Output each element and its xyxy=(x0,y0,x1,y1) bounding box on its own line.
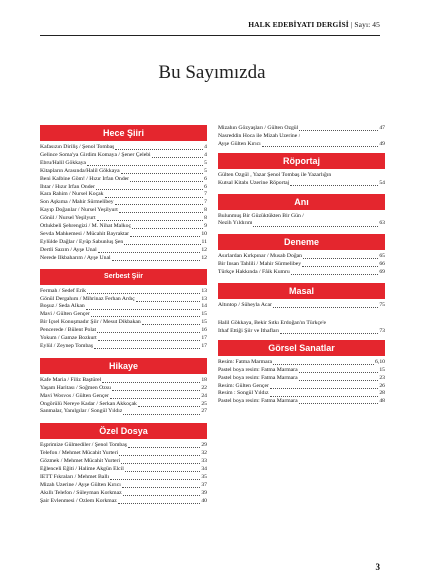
section-banner-an: Anı xyxy=(218,194,385,210)
toc-entry-title: Yokum / Gamze Bozkurt xyxy=(40,335,97,342)
toc-entry-title: Fermah / Sedef Erik xyxy=(40,287,86,294)
toc-entry-page: 6 xyxy=(204,183,207,190)
toc-entry[interactable] xyxy=(40,207,207,215)
dot-leader xyxy=(97,220,204,221)
toc-entry-page: 54 xyxy=(379,179,385,186)
toc-entry[interactable] xyxy=(218,133,385,149)
dot-leader xyxy=(98,252,201,253)
toc-entry-page: 75 xyxy=(379,302,385,309)
toc-entry-title-line: Bulunmuş Bir Güzüktükten Bir Gün / xyxy=(218,212,304,219)
toc-entry-title: Asırlardan Kırkpınar / Musab Doğan xyxy=(218,253,303,260)
dot-leader xyxy=(119,455,200,456)
toc-entry[interactable] xyxy=(218,172,385,188)
toc-entry-page: 49 xyxy=(379,140,385,147)
toc-entry[interactable] xyxy=(40,152,207,160)
toc-entry-page: 32 xyxy=(201,450,207,457)
dot-leader xyxy=(98,340,201,341)
toc-entry-title: Mavi / Gülten Gençer xyxy=(40,311,90,318)
toc-entry[interactable] xyxy=(40,144,207,152)
toc-entry-page: 14 xyxy=(201,303,207,310)
issue-number: Sayı: 45 xyxy=(354,20,380,29)
toc-entry-title: Türkçe Hakkında / Fâik Kumru xyxy=(218,269,290,276)
toc-entry-page: 15 xyxy=(201,311,207,318)
toc-entry[interactable] xyxy=(218,320,385,336)
toc-entry-title: Resim : Songül Yıldız xyxy=(218,390,269,397)
toc-entry-title: Telefon / Mehmet Mücahit Yurteri xyxy=(40,450,119,457)
dot-leader xyxy=(123,414,200,415)
toc-entry-page: 4 xyxy=(204,151,207,158)
toc-entry[interactable] xyxy=(218,383,385,391)
toc-entry-page: 18 xyxy=(201,376,207,383)
dot-leader xyxy=(96,189,203,190)
toc-entry-title: Gönül / Nursel Yeşilyurt xyxy=(40,215,96,222)
toc-left-column xyxy=(40,125,207,506)
toc-entry-title: Pastel boya resim: Fatma Marmara xyxy=(218,398,298,405)
toc-entry[interactable] xyxy=(218,367,385,375)
toc-entry-title-line: Halil Gökkaya, Bekir Sıtkı Erdoğan'ın Türkçe'e xyxy=(218,319,327,326)
toc-entry-page: 25 xyxy=(201,400,207,407)
section-banner-r-portaj: Röportaj xyxy=(218,153,385,169)
dot-leader xyxy=(270,388,378,389)
dot-leader xyxy=(86,309,201,310)
toc-entry[interactable] xyxy=(40,184,207,192)
toc-entry[interactable] xyxy=(40,247,207,255)
toc-entry-page: 12 xyxy=(201,254,207,261)
toc-entry-title: Beni Kalbine Göm! / Hızır İrfan Önder xyxy=(40,175,130,182)
toc-entry-title: Gözmek / Mehmet Mücahit Yurteri xyxy=(40,458,121,465)
dot-leader xyxy=(270,396,379,397)
toc-entry-page: 69 xyxy=(379,269,385,276)
toc-entry[interactable] xyxy=(40,176,207,184)
toc-entry-title: Dertli Sazım / Ayşe Ünal xyxy=(40,246,97,253)
toc-entry[interactable] xyxy=(40,319,207,327)
toc-entry-page: 17 xyxy=(201,335,207,342)
section-banner-hikaye: Hikaye xyxy=(40,358,207,374)
dot-leader xyxy=(138,406,201,407)
section-banner-deneme: Deneme xyxy=(218,234,385,250)
toc-entry-title: Resim: Fatma Marmara xyxy=(218,358,273,365)
toc-entry-page: 5 xyxy=(204,167,207,174)
toc-entry-page: 22 xyxy=(201,384,207,391)
page-number: 3 xyxy=(375,562,380,572)
dot-leader xyxy=(118,503,201,504)
toc-entry-title-line: Nasreddin Hoca ile Mizah Üzerine / xyxy=(218,132,301,139)
toc-entry[interactable] xyxy=(40,343,207,351)
toc-entry[interactable] xyxy=(40,385,207,393)
toc-entry-page: 73 xyxy=(379,327,385,334)
toc-entry[interactable] xyxy=(40,215,207,223)
toc-entry-page: 8 xyxy=(204,207,207,214)
toc-entry-page: 33 xyxy=(201,458,207,465)
toc-entry-page: 39 xyxy=(201,489,207,496)
toc-entry[interactable] xyxy=(218,269,385,277)
toc-entry[interactable] xyxy=(218,398,385,406)
toc-entry-title: Kitapların Arasında/Halil Gökkaya xyxy=(40,167,120,174)
toc-entry[interactable] xyxy=(40,231,207,239)
toc-entry[interactable] xyxy=(40,498,207,506)
toc-entry-title: Eşprimize Gülmediler / Şenol Tombaş xyxy=(40,442,128,449)
dot-leader xyxy=(102,382,200,383)
dot-leader xyxy=(105,197,204,198)
toc-entry-page: 4 xyxy=(204,144,207,150)
toc-entry-title: Ebru/Halil Gökkaya xyxy=(40,159,86,166)
toc-entry-title: Kayıp Doğanlar / Nursel Yeşilyurt xyxy=(40,207,118,214)
dot-leader xyxy=(87,293,200,294)
section-banner-masal: Masal xyxy=(218,283,385,299)
dot-leader xyxy=(125,471,200,472)
toc-entry-page: 15 xyxy=(379,366,385,373)
toc-entry[interactable] xyxy=(40,199,207,207)
toc-entry[interactable] xyxy=(40,223,207,231)
toc-entry[interactable] xyxy=(40,401,207,409)
toc-entry-page: 6,10 xyxy=(375,358,385,365)
toc-entry-title: Mizahın Gözyaşları / Gülten Özgül xyxy=(218,125,299,131)
toc-entry-page: 16 xyxy=(201,327,207,334)
toc-entry-page: 9 xyxy=(204,223,207,230)
toc-entry-page: 5 xyxy=(204,159,207,166)
toc-entry-page: 66 xyxy=(379,261,385,268)
toc-entry-title: Son Aşkıma / Mahir Sürmelibey xyxy=(40,199,114,206)
dot-leader xyxy=(299,380,379,381)
dot-leader xyxy=(130,181,203,182)
toc-entry[interactable] xyxy=(40,458,207,466)
toc-entry-page: 15 xyxy=(201,319,207,326)
toc-entry-title: Akıllı Telefon / Süleyman Korkmaz xyxy=(40,489,122,496)
dot-leader xyxy=(299,403,379,404)
toc-entry-page: 48 xyxy=(379,398,385,405)
toc-entry-page: 24 xyxy=(201,392,207,399)
magazine-header xyxy=(40,20,380,34)
dot-leader xyxy=(290,185,378,186)
toc-entry-title: Pastel boya resim: Fatma Marmara xyxy=(218,374,298,381)
toc-entry-page: 29 xyxy=(201,442,207,449)
dot-leader xyxy=(152,157,204,158)
section-banner-zel-dosya: Özel Dosya xyxy=(40,423,207,439)
toc-entry-title: Gönül Dergahım / Mihrinaz Ferhan Ardıç xyxy=(40,295,135,302)
section-banner-hece-iiri: Hece Şiiri xyxy=(40,125,207,141)
section-banner-serbest-iir: Serbest Şiir xyxy=(40,269,207,285)
toc-entry[interactable] xyxy=(40,450,207,458)
toc-entry[interactable] xyxy=(218,302,385,310)
dot-leader xyxy=(97,332,200,333)
toc-entry[interactable] xyxy=(40,191,207,199)
toc-entry-page: 23 xyxy=(379,374,385,381)
toc-entry-title: Öngörülü Nereye Kadar / Serkan Akkoçak xyxy=(40,400,137,407)
toc-entry-title: Gelince Soma'ya Girdim Komaya / Şener Çelebi xyxy=(40,151,151,158)
toc-entry-page: 13 xyxy=(201,287,207,294)
toc-entry-title: Eylül / Zeynep Tombaş xyxy=(40,342,94,349)
toc-entry-title-line: Ayşe Gülten Kırıcı xyxy=(218,140,261,147)
toc-right-column xyxy=(218,125,385,406)
magazine-name: HALK EDEBİYATI DERGİSİ xyxy=(248,20,349,29)
toc-entry-page: 47 xyxy=(379,125,385,131)
toc-entry-page: 27 xyxy=(201,408,207,415)
dot-leader xyxy=(112,260,201,261)
dot-leader xyxy=(115,149,203,150)
dot-leader xyxy=(136,301,200,302)
toc-entry-page: 7 xyxy=(204,199,207,206)
toc-entry-title: Sevda Mahkemesi / Mücahit Bayraktar xyxy=(40,230,130,237)
toc-entry[interactable] xyxy=(40,255,207,263)
dot-leader xyxy=(110,479,200,480)
toc-entry-page: 37 xyxy=(201,481,207,488)
toc-entry-title: Sanmalar, Yanılgılar / Songül Yıldız xyxy=(40,408,123,415)
dot-leader xyxy=(122,487,200,488)
dot-leader xyxy=(299,372,379,373)
toc-entry-title-line: Nezih Yıldırım xyxy=(218,220,253,227)
toc-entry-page: 10 xyxy=(201,230,207,237)
dot-leader xyxy=(273,307,378,308)
toc-entry[interactable] xyxy=(40,393,207,401)
toc-entry-title: Kafe Maria / Filiz Baştürel xyxy=(40,376,102,383)
toc-entry-title: Yaşam Haritası / Soğmen Özsu xyxy=(40,384,111,391)
toc-entry[interactable] xyxy=(40,288,207,296)
dot-leader xyxy=(121,463,200,464)
dot-leader xyxy=(121,173,204,174)
toc-entry[interactable] xyxy=(40,296,207,304)
toc-entry-title: Mavi Wosvos / Gülten Gençer xyxy=(40,392,109,399)
toc-entry[interactable] xyxy=(40,377,207,385)
toc-entry-title: İhtar / Hızır İrfan Önder xyxy=(40,183,95,190)
toc-entry-page: 40 xyxy=(201,497,207,504)
toc-entry-title: Pastel boya resim: Fatma Marmara xyxy=(218,366,298,373)
dot-leader xyxy=(262,146,379,147)
dot-leader xyxy=(299,130,378,131)
toc-entry[interactable] xyxy=(218,359,385,367)
dot-leader xyxy=(112,390,200,391)
toc-entry-page: 8 xyxy=(204,215,207,222)
toc-entry-title: Eğlenceli Eğiti / Halime Akgün Elcil xyxy=(40,466,124,473)
toc-entry-title-line: Kutsal Kitabı Üzerine Röportaj xyxy=(218,179,290,186)
toc-entry[interactable] xyxy=(40,335,207,343)
dot-leader xyxy=(291,274,379,275)
dot-leader xyxy=(253,226,378,227)
header-separator: | xyxy=(350,20,353,29)
toc-entry[interactable] xyxy=(40,327,207,335)
toc-entry[interactable] xyxy=(40,482,207,490)
toc-entry-title: Nerede İlkbaharım / Ayşe Ünal xyxy=(40,254,111,261)
toc-entry-title: Boşuz / Seda Alkan xyxy=(40,303,85,310)
dot-leader xyxy=(110,398,200,399)
dot-leader xyxy=(130,236,200,237)
toc-entry-page: 11 xyxy=(201,238,207,245)
toc-entry[interactable] xyxy=(218,125,385,133)
toc-entry[interactable] xyxy=(218,390,385,398)
toc-entry-page: 17 xyxy=(201,342,207,349)
toc-entry-title: Pencerede / Bülent Polat xyxy=(40,327,97,334)
toc-entry-title: Kara Rahim / Nursel Koçak xyxy=(40,191,104,198)
toc-entry-title: İETT Fıkraları / Mehmet Ballı xyxy=(40,474,110,480)
toc-entry[interactable] xyxy=(40,408,207,416)
toc-entry[interactable] xyxy=(218,213,385,229)
toc-entry-title: Altıntop / Süheyla Acar xyxy=(218,302,272,309)
dot-leader xyxy=(273,364,374,365)
toc-entry-page: 13 xyxy=(201,295,207,302)
dot-leader xyxy=(123,495,201,496)
toc-entry[interactable] xyxy=(40,239,207,247)
dot-leader xyxy=(302,266,378,267)
toc-entry[interactable] xyxy=(40,466,207,474)
toc-entry-page: 35 xyxy=(201,474,207,480)
dot-leader xyxy=(128,447,200,448)
toc-entry[interactable] xyxy=(218,261,385,269)
header-rule xyxy=(40,35,380,36)
dot-leader xyxy=(91,316,201,317)
toc-entry-page: 65 xyxy=(379,253,385,260)
toc-entry-page: 34 xyxy=(201,466,207,473)
toc-entry-page: 26 xyxy=(379,382,385,389)
section-banner-g-rsel-sanatlar: Görsel Sanatlar xyxy=(218,340,385,356)
toc-entry-page: 12 xyxy=(201,246,207,253)
toc-entry[interactable] xyxy=(40,168,207,176)
toc-entry[interactable] xyxy=(40,490,207,498)
dot-leader xyxy=(115,204,204,205)
toc-entry-page: 63 xyxy=(379,220,385,227)
toc-entry-title: Eylülde Dağlar / Eyüp Sabunluş Şen xyxy=(40,238,124,245)
toc-entry[interactable] xyxy=(40,303,207,311)
page-title: Bu Sayımızda xyxy=(158,62,266,83)
toc-entry-title: Resim: Gülten Gençer xyxy=(218,382,269,389)
toc-entry[interactable] xyxy=(40,442,207,450)
toc-entry-title: Bir İçsel Konuşmadır Şiir / Mesut Dikbakan xyxy=(40,319,141,326)
toc-entry[interactable] xyxy=(40,474,207,482)
dot-leader xyxy=(280,333,378,334)
dot-leader xyxy=(124,244,200,245)
dot-leader xyxy=(119,212,203,213)
toc-entry-title-line: İthaf Ettiği Şiir ve İthafları xyxy=(218,327,279,334)
toc-entry[interactable] xyxy=(40,311,207,319)
toc-entry-title: Kafasızın Diriliş / Şenol Tombaş xyxy=(40,144,115,150)
toc-entry-title: Othıkbeli Şehrengizi / M. Nihat Malkoç xyxy=(40,223,131,230)
toc-entry-title: Bir İnsan Tahlili / Mahir Sürmelibey xyxy=(218,261,302,268)
dot-leader xyxy=(87,165,203,166)
dot-leader xyxy=(94,348,200,349)
toc-entry[interactable] xyxy=(40,160,207,168)
toc-entry-title-line: Gülten Özgül , Yazar Şenol Tombaş ile Yazarlığın xyxy=(218,171,332,178)
toc-entry-page: 7 xyxy=(204,191,207,198)
toc-entry-page: 28 xyxy=(379,390,385,397)
toc-entry[interactable] xyxy=(218,253,385,261)
toc-entry[interactable] xyxy=(218,375,385,383)
toc-entry-title: Şair Evlenmesi / Özlem Korkmaz xyxy=(40,497,117,504)
dot-leader xyxy=(142,324,201,325)
dot-leader xyxy=(303,258,378,259)
toc-entry-page: 6 xyxy=(204,175,207,182)
dot-leader xyxy=(132,228,203,229)
toc-entry-title: Mizah Üzerine / Ayşe Gülten Kırıcı xyxy=(40,481,121,488)
